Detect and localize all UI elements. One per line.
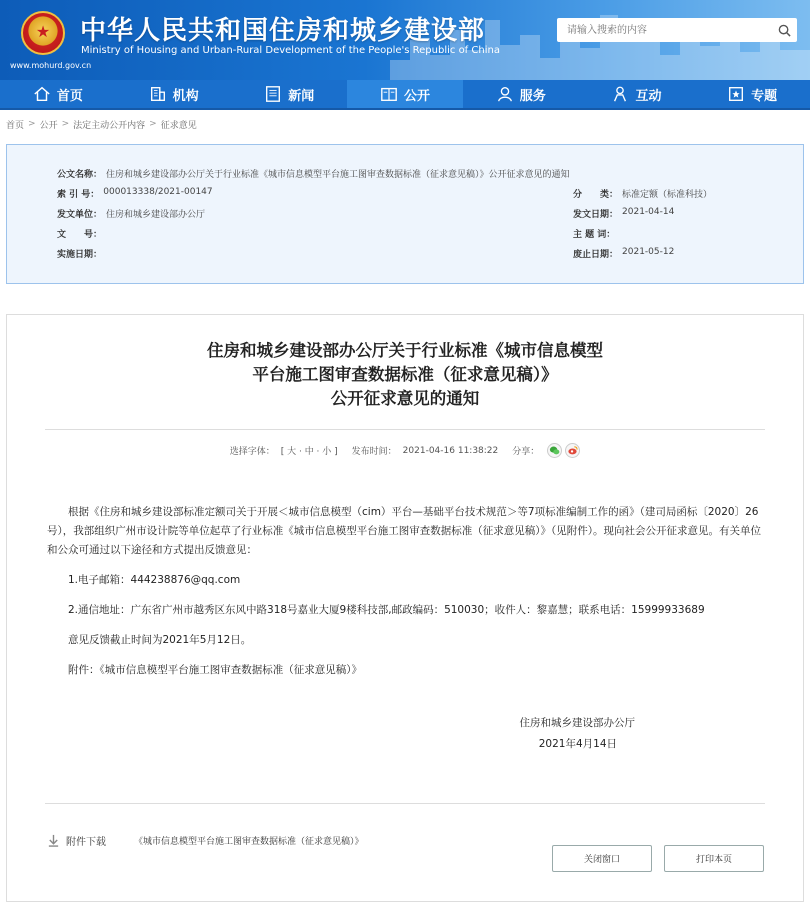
- title-line: 平台施工图审查数据标准（征求意见稿）》: [252, 365, 558, 384]
- interaction-icon: [611, 85, 629, 103]
- close-window-button[interactable]: 关闭窗口: [552, 845, 652, 872]
- doc-name-value: 住房和城乡建设部办公厅关于行业标准《城市信息模型平台施工图审查数据标准（征求意见稿）》公开征求意见的通知: [106, 170, 570, 180]
- article-body: [47, 503, 765, 691]
- category-label: 分 类：: [573, 190, 619, 200]
- info-row-doc-no: [57, 227, 106, 240]
- nav-label: 新闻: [288, 88, 315, 104]
- publish-label: 发布时间：: [351, 447, 397, 457]
- nav-item-service[interactable]: [463, 80, 579, 108]
- nav-label: 互动: [635, 88, 662, 104]
- category-value: 标准定额（标准科技）: [622, 190, 713, 200]
- building-icon: [149, 85, 167, 103]
- print-page-button[interactable]: 打印本页: [664, 845, 764, 872]
- attachment-text: 附件：《城市信息模型平台施工图审查数据标准（征求意见稿）》: [68, 664, 362, 676]
- download-file-link[interactable]: 《城市信息模型平台施工图审查数据标准（征求意见稿）》: [134, 837, 364, 847]
- search-input[interactable]: [557, 19, 771, 41]
- expire-value: 2021-05-12: [622, 247, 675, 257]
- search-box: [557, 18, 797, 42]
- document-info-panel: [6, 144, 804, 284]
- index-label: 索 引 号：: [57, 190, 100, 200]
- nav-item-interaction[interactable]: [579, 80, 695, 108]
- share-buttons: [547, 443, 580, 458]
- weibo-share-icon[interactable]: [565, 443, 580, 458]
- doc-name-label: 公文名称：: [57, 170, 103, 180]
- divider: [45, 429, 765, 430]
- address-item: 2.通信地址：广东省广州市越秀区东风中路318号嘉业大厦9楼科技部,邮政编码：510030；收件人：黎嘉慧；联系电话：15999933689: [68, 604, 705, 616]
- info-row-expire: [573, 247, 674, 260]
- download-icon: [47, 834, 60, 847]
- effective-label: 实施日期：: [57, 250, 103, 260]
- nav-item-open[interactable]: [347, 80, 463, 108]
- share-label: 分享：: [512, 447, 540, 457]
- title-line: 住房和城乡建设部办公厅关于行业标准《城市信息模型: [207, 341, 603, 360]
- news-icon: [264, 85, 282, 103]
- info-row-issuer: [57, 207, 205, 220]
- search-icon[interactable]: [771, 19, 797, 41]
- info-row-subject: [573, 227, 619, 240]
- site-header: [0, 0, 810, 80]
- topic-icon: [727, 85, 745, 103]
- nav-item-home[interactable]: [0, 80, 116, 108]
- site-title: 中华人民共和国住房和城乡建设部: [80, 16, 486, 46]
- subject-label: 主 题 词：: [573, 230, 616, 240]
- nav-label: 机构: [172, 88, 199, 104]
- breadcrumb-separator: >: [28, 119, 36, 129]
- font-size-label: 选择字体：: [229, 447, 275, 457]
- main-nav: [0, 80, 810, 110]
- divider: [45, 803, 765, 804]
- wechat-share-icon[interactable]: [547, 443, 562, 458]
- issue-date-value: 2021-04-14: [622, 207, 675, 217]
- deadline-text: 意见反馈截止时间为2021年5月12日。: [68, 634, 252, 646]
- breadcrumb-home[interactable]: 首页: [6, 120, 25, 131]
- home-icon: [33, 85, 51, 103]
- download-label: 附件下载: [66, 837, 106, 848]
- breadcrumb-separator: >: [149, 119, 157, 129]
- article-title: [7, 339, 803, 411]
- open-icon: [380, 85, 398, 103]
- service-icon: [496, 85, 514, 103]
- issuer-value: 住房和城乡建设部办公厅: [106, 210, 206, 220]
- nav-label: 专题: [751, 88, 778, 104]
- nav-label: 首页: [56, 88, 83, 104]
- breadcrumb-consultation[interactable]: 征求意见: [160, 120, 197, 131]
- index-value: 000013338/2021-00147: [103, 187, 213, 197]
- site-subtitle: Ministry of Housing and Urban-Rural Development of the People's Republic of China: [81, 45, 500, 56]
- nav-item-news[interactable]: [231, 80, 347, 108]
- info-row-doc-name: [57, 167, 570, 180]
- title-line: 公开征求意见的通知: [330, 389, 480, 408]
- email-item: 1.电子邮箱：444238876@qq.com: [68, 574, 241, 586]
- expire-label: 废止日期：: [573, 250, 619, 260]
- nav-item-topic[interactable]: [694, 80, 810, 108]
- issue-date-label: 发文日期：: [573, 210, 619, 220]
- info-row-issue-date: [573, 207, 674, 220]
- issuer-label: 发文单位：: [57, 210, 103, 220]
- publish-time: 2021-04-16 11:38:22: [402, 445, 499, 456]
- breadcrumb-statutory[interactable]: 法定主动公开内容: [73, 120, 146, 131]
- doc-no-label: 文 号：: [57, 230, 103, 240]
- breadcrumb: [0, 110, 810, 138]
- sign-org: 住房和城乡建设部办公厅: [519, 717, 635, 729]
- article: [6, 314, 804, 902]
- info-row-category: [573, 187, 712, 200]
- paragraph: 根据《住房和城乡建设部标准定额司关于开展＜城市信息模型（cim）平台—基础平台技术规范＞等7项标准编制工作的函》（建司局函标〔2020〕26号），我部组织广州市设计院等单位起草了行业标准《城市信息模型平台施工图审查数据标准（征求意见稿）》（见附件）。现向社会公开征求意见。有关单位和公众可通过以下途径和方式提出反馈意见：: [47, 506, 761, 556]
- signature-block: [7, 713, 635, 755]
- article-meta: [7, 443, 803, 458]
- breadcrumb-separator: >: [61, 119, 70, 129]
- nav-item-institution[interactable]: [116, 80, 232, 108]
- sign-date: 2021年4月14日: [538, 738, 617, 750]
- nav-label: 公开: [404, 88, 431, 104]
- nav-label: 服务: [519, 88, 546, 104]
- national-emblem-icon[interactable]: ★: [21, 11, 65, 55]
- site-url: www.mohurd.gov.cn: [10, 61, 92, 70]
- font-size-selector[interactable]: [ 大 · 中 · 小 ]: [280, 447, 338, 457]
- info-row-effective: [57, 247, 106, 260]
- attachment-download: [47, 833, 364, 848]
- info-row-index: [57, 187, 213, 200]
- breadcrumb-open[interactable]: 公开: [39, 120, 58, 131]
